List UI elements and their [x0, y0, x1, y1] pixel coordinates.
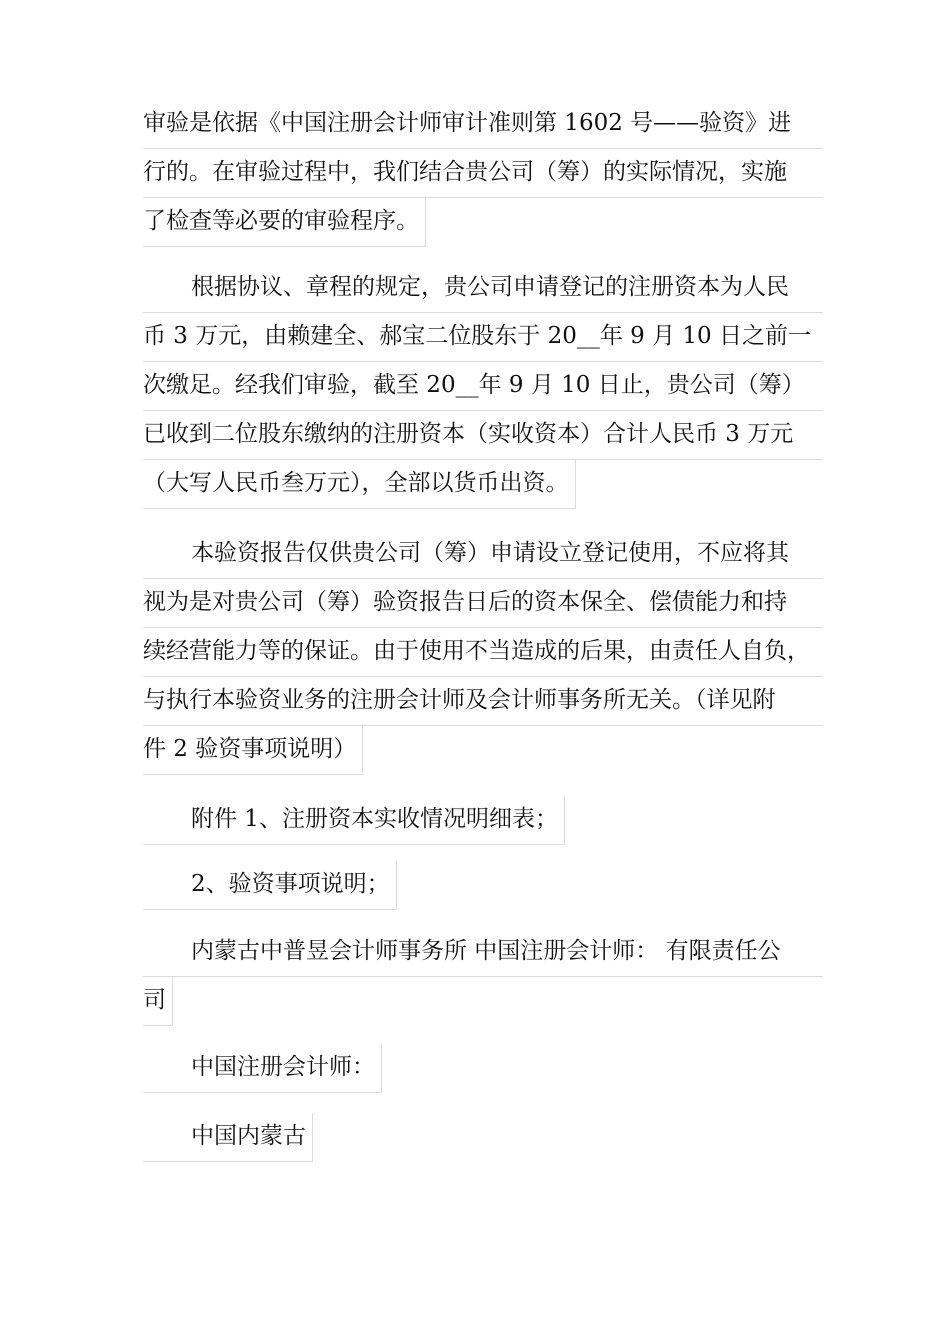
paragraph-attachment-1	[143, 796, 823, 845]
text-line	[143, 264, 823, 313]
text-line-content: 件 2 验资事项说明）	[143, 736, 357, 762]
text-line-content: 与执行本验资业务的注册会计师及会计师事务所无关。（详见附	[143, 687, 776, 713]
text-line	[143, 411, 823, 460]
text-line	[143, 198, 426, 247]
text-line	[143, 928, 823, 977]
text-line	[143, 460, 576, 509]
text-line-content: 次缴足。经我们审验，截至 20__年 9 月 10 日止，贵公司（筹）	[143, 372, 805, 398]
paragraph-firm-signature	[143, 928, 823, 1026]
text-line	[143, 579, 823, 628]
paragraph-attachment-2	[143, 861, 823, 910]
text-line	[143, 362, 823, 411]
text-line-content: （大写人民币叁万元），全部以货币出资。	[143, 470, 569, 496]
text-line	[143, 100, 823, 149]
paragraph-report-usage	[143, 530, 823, 775]
text-line	[143, 313, 823, 362]
text-line	[143, 1113, 313, 1162]
text-line-content: 续经营能力等的保证。由于使用不当造成的后果，由责任人自负，	[143, 638, 810, 664]
text-line-content: 附件 1、注册资本实收情况明细表；	[191, 806, 558, 832]
paragraph-cpa-signature	[143, 1044, 823, 1093]
text-line-content: 行的。在审验过程中，我们结合贵公司（筹）的实际情况，实施	[143, 159, 787, 185]
text-line	[143, 726, 363, 775]
text-line	[143, 977, 173, 1026]
paragraph-audit-basis	[143, 100, 823, 247]
text-line	[143, 677, 823, 726]
text-line-content: 内蒙古中普昱会计师事务所 中国注册会计师： 有限责任公	[191, 938, 781, 964]
text-line-content: 视为是对贵公司（筹）验资报告日后的资本保全、偿债能力和持	[143, 589, 787, 615]
text-line-content: 中国注册会计师：	[191, 1054, 375, 1080]
text-line	[143, 796, 565, 845]
paragraph-location	[143, 1113, 823, 1162]
text-line	[143, 1044, 382, 1093]
text-line-content: 已收到二位股东缴纳的注册资本（实收资本）合计人民币 3 万元	[143, 421, 794, 447]
text-line-content: 根据协议、章程的规定，贵公司申请登记的注册资本为人民	[191, 274, 789, 300]
text-line-content: 中国内蒙古	[191, 1123, 306, 1149]
text-line-content: 币 3 万元，由赖建全、郝宝二位股东于 20__年 9 月 10 日之前一	[143, 323, 811, 349]
text-line-content: 2、验资事项说明；	[191, 871, 390, 897]
text-line	[143, 628, 823, 677]
text-line-content: 司	[143, 987, 166, 1013]
text-line	[143, 861, 397, 910]
paragraph-registered-capital	[143, 264, 823, 509]
text-line	[143, 530, 823, 579]
text-line-content: 了检查等必要的审验程序。	[143, 208, 419, 234]
text-line-content: 审验是依据《中国注册会计师审计准则第 1602 号——验资》进	[143, 110, 792, 136]
text-line-content: 本验资报告仅供贵公司（筹）申请设立登记使用，不应将其	[191, 540, 789, 566]
text-line	[143, 149, 823, 198]
